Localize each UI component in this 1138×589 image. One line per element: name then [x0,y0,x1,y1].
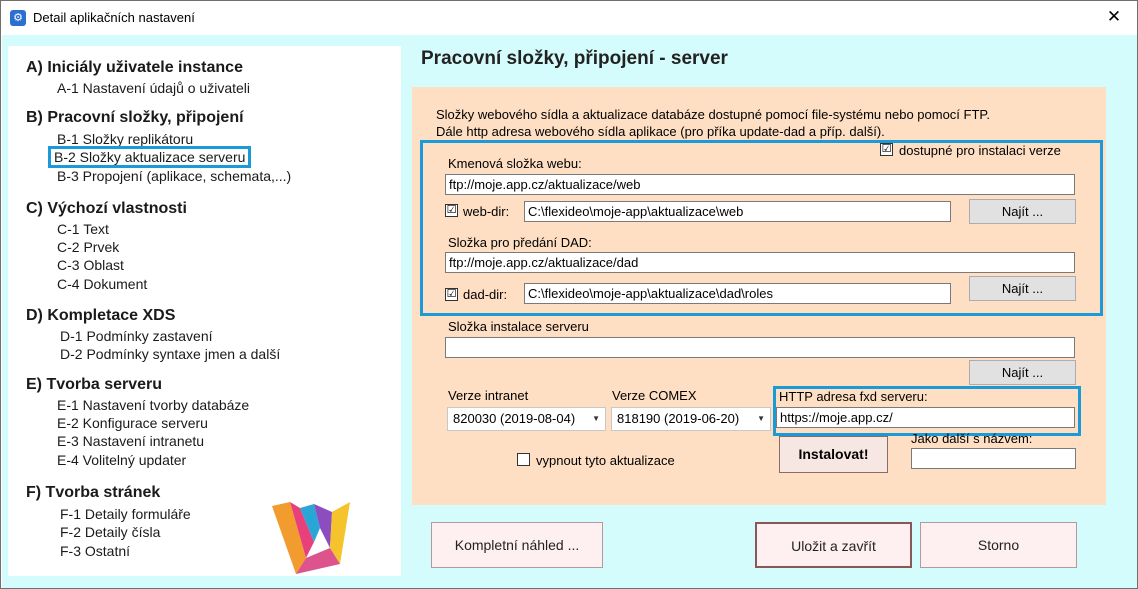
nav-group-c[interactable]: C) Výchozí vlastnosti [26,200,187,217]
gear-icon: ⚙ [10,10,26,26]
save-and-close-button[interactable]: Uložit a zavřít [755,522,912,568]
available-for-install-label: dostupné pro instalaci verze [899,143,1061,158]
complete-preview-button[interactable]: Kompletní náhled ... [431,522,603,568]
nav-item-f1[interactable]: F-1 Detaily formuláře [60,506,191,522]
dad-dir-browse-button[interactable]: Najít ... [969,276,1076,301]
app-logo-icon [270,498,352,578]
dad-dir-checkbox[interactable]: ☑ [446,288,457,300]
nav-group-e[interactable]: E) Tvorba serveru [26,376,163,393]
disable-updates-label: vypnout tyto aktualizace [536,453,675,468]
nav-group-d[interactable]: D) Kompletace XDS [26,307,176,324]
window-title: Detail aplikačních nastavení [33,10,195,25]
http-address-label: HTTP adresa fxd serveru: [779,389,928,404]
web-dir-checkbox[interactable]: ☑ [446,204,457,216]
nav-item-a1[interactable]: A-1 Nastavení údajů o uživateli [57,80,250,96]
web-root-label: Kmenová složka webu: [448,156,582,171]
nav-item-d2[interactable]: D-2 Podmínky syntaxe jmen a další [60,346,281,362]
nav-item-d1[interactable]: D-1 Podmínky zastavení [60,328,213,344]
server-install-browse-button[interactable]: Najít ... [969,360,1076,385]
intranet-version-value: 820030 (2019-08-04) [453,411,576,426]
cancel-button[interactable]: Storno [920,522,1077,568]
nav-item-e3[interactable]: E-3 Nastavení intranetu [57,433,205,449]
chevron-down-icon: ▼ [757,414,765,423]
description-line-2: Dále http adresa webového sídla aplikace (pro příka update-dad a příp. další). [436,124,885,139]
server-install-label: Složka instalace serveru [448,319,589,334]
nav-item-f3[interactable]: F-3 Ostatní [60,543,131,559]
server-install-input[interactable] [445,337,1075,358]
disable-updates-checkbox[interactable] [517,453,530,466]
dad-folder-input[interactable]: ftp://moje.app.cz/aktualizace/dad [445,252,1075,273]
next-name-label: Jako další s názvem: [911,431,1033,446]
nav-group-a[interactable]: A) Iniciály uživatele instance [26,59,243,76]
dad-folder-label: Složka pro předání DAD: [448,235,592,250]
install-button[interactable]: Instalovat! [779,436,888,473]
nav-item-b2[interactable]: B-2 Složky aktualizace serveru [51,149,248,165]
nav-item-f2[interactable]: F-2 Detaily čísla [60,524,161,540]
dad-dir-input[interactable]: C:\flexideo\moje-app\aktualizace\dad\roles [524,283,951,304]
web-dir-browse-button[interactable]: Najít ... [969,199,1076,224]
comex-version-select[interactable] [611,407,771,431]
nav-item-e2[interactable]: E-2 Konfigurace serveru [57,415,208,431]
nav-item-b1[interactable]: B-1 Složky replikátoru [57,131,194,147]
nav-item-c2[interactable]: C-2 Prvek [57,239,120,255]
available-for-install-checkbox[interactable]: ☑ [881,143,892,155]
web-dir-input[interactable]: C:\flexideo\moje-app\aktualizace\web [524,201,951,222]
panel-title: Pracovní složky, připojení - server [421,48,728,69]
intranet-version-select[interactable] [447,407,606,431]
http-address-input[interactable]: https://moje.app.cz/ [776,407,1075,428]
nav-item-e1[interactable]: E-1 Nastavení tvorby databáze [57,397,250,413]
nav-group-f[interactable]: F) Tvorba stránek [26,484,161,501]
nav-item-c3[interactable]: C-3 Oblast [57,257,124,273]
nav-item-c4[interactable]: C-4 Dokument [57,276,148,292]
server-settings-form [412,87,1106,505]
settings-navigation [8,46,401,576]
description-line-1: Složky webového sídla a aktualizace databáze dostupné pomocí file-systému nebo pomocí FTP. [436,107,991,122]
comex-version-value: 818190 (2019-06-20) [617,411,740,426]
web-root-input[interactable]: ftp://moje.app.cz/aktualizace/web [445,174,1075,195]
title-bar [1,1,1137,35]
chevron-down-icon: ▼ [592,414,600,423]
dialog-client [2,35,1137,588]
nav-item-c1[interactable]: C-1 Text [57,221,109,237]
web-dir-label: web-dir: [463,204,510,219]
nav-group-b[interactable]: B) Pracovní složky, připojení [26,109,244,126]
intranet-version-label: Verze intranet [448,388,529,403]
next-name-input[interactable] [911,448,1076,469]
nav-item-b3[interactable]: B-3 Propojení (aplikace, schemata,...) [57,168,292,184]
comex-version-label: Verze COMEX [612,388,697,403]
nav-item-e4[interactable]: E-4 Volitelný updater [57,452,187,468]
close-button[interactable]: ✕ [1106,7,1122,26]
dad-dir-label: dad-dir: [463,287,508,302]
